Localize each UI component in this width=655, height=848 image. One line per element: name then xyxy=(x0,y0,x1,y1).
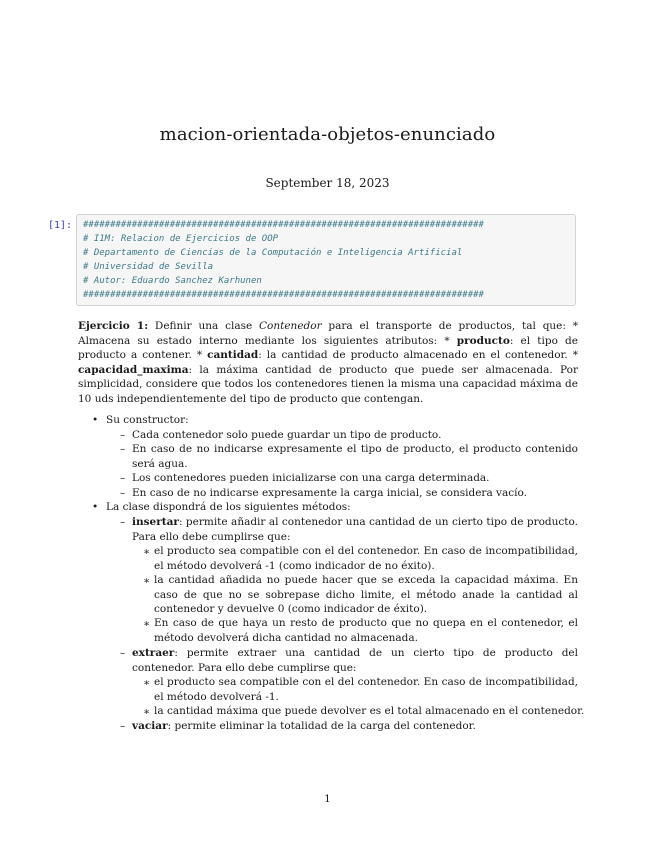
star-marker: ∗ xyxy=(143,677,151,689)
list-item: En caso de no indicarse expresamente el tipo de producto, el producto contenido será agua. xyxy=(132,443,578,470)
star-marker: ∗ xyxy=(143,546,151,558)
exercise-intro: Definir una clase xyxy=(148,320,259,332)
code-cell xyxy=(76,214,576,306)
exercise-intro: para el transporte de productos, tal que: * Almacena su estado interno mediante los siguientes atributos: * xyxy=(78,320,578,347)
list-item: En caso de que haya un resto de producto que no quepa en el contenedor, el método devolverá dicha cantidad no almacenada. xyxy=(154,617,578,644)
list-item-constructor: Su constructor: xyxy=(106,414,189,426)
code-line: # I1M: Relacion de Ejercicios de OOP xyxy=(83,234,279,244)
dash-marker: – xyxy=(120,516,126,528)
list-item: En caso de no indicarse expresamente la carga inicial, se considera vacío. xyxy=(132,487,527,499)
exercise-label: Ejercicio 1: xyxy=(78,320,149,332)
bullet-marker: • xyxy=(92,414,99,426)
document-title: macion-orientada-objetos-enunciado xyxy=(159,124,496,145)
attribute-desc: : el tipo de producto a contener. * xyxy=(78,334,578,361)
dash-marker: – xyxy=(120,443,126,455)
method-vaciar xyxy=(132,719,476,734)
method-name: extraer xyxy=(132,647,175,659)
code-line: # Departamento de Ciencias de la Computación e Inteligencia Artificial xyxy=(83,248,463,258)
dash-marker: – xyxy=(120,647,126,659)
list-item: la cantidad máxima que puede devolver es el total almacenado en el contenedor. xyxy=(154,705,585,717)
list-item: Cada contenedor solo puede guardar un tipo de producto. xyxy=(132,429,442,441)
attribute-name: capacidad_maxima xyxy=(78,363,189,376)
code-line: # Universidad de Sevilla xyxy=(83,262,214,272)
method-desc: : permite añadir al contenedor una cantidad de un cierto tipo de producto. Para ello debe cumplirse que: xyxy=(132,516,578,543)
list-item: Los contenedores pueden inicializarse con una carga determinada. xyxy=(132,472,490,484)
list-item: el producto sea compatible con el del contenedor. En caso de incompatibilidad, el método devolverá -1 (como indicador de no éxito). xyxy=(154,545,578,572)
list-item: el producto sea compatible con el del contenedor. En caso de incompatibilidad, el método devolverá -1. xyxy=(154,676,578,703)
dash-marker: – xyxy=(120,487,126,499)
code-line: ########################################################################## xyxy=(83,290,484,300)
document-date: September 18, 2023 xyxy=(265,176,390,190)
exercise-paragraph xyxy=(78,319,578,406)
method-name: vaciar xyxy=(132,720,168,732)
method-name: insertar xyxy=(132,516,179,528)
page-number: 1 xyxy=(324,793,331,805)
bullet-marker: • xyxy=(92,501,99,513)
class-name: Contenedor xyxy=(259,320,322,332)
list-item-methods: La clase dispondrá de los siguientes métodos: xyxy=(106,501,351,513)
dash-marker: – xyxy=(120,720,126,732)
cell-prompt: [1]: xyxy=(48,220,73,231)
dash-marker: – xyxy=(120,472,126,484)
method-insertar xyxy=(132,515,578,544)
method-desc: : permite eliminar la totalidad de la carga del contenedor. xyxy=(167,720,476,732)
star-marker: ∗ xyxy=(143,706,151,718)
method-desc: : permite extraer una cantidad de un cierto tipo de producto del contenedor. Para ello debe cumplirse que: xyxy=(132,647,578,674)
attribute-desc: : la cantidad de producto almacenado en el contenedor. * xyxy=(258,349,578,361)
star-marker: ∗ xyxy=(143,618,151,630)
star-marker: ∗ xyxy=(143,575,151,587)
attribute-desc: : la máxima cantidad de producto que puede ser almacenada. Por simplicidad, considere que todos los contenedores tienen la misma una capacidad máxima de 10 uds independientemente del tipo de producto que contengan. xyxy=(78,363,578,405)
method-extraer xyxy=(132,646,578,675)
code-line: ########################################################################## xyxy=(83,220,484,230)
dash-marker: – xyxy=(120,429,126,441)
list-item: la cantidad añadida no puede hacer que se exceda la capacidad máxima. En caso de que no se sobrepase dicho limite, el método anade la cantidad al contenedor y devuelve 0 (como indicador de éxito). xyxy=(154,574,578,615)
code-line: # Autor: Eduardo Sanchez Karhunen xyxy=(83,276,262,286)
attribute-name: cantidad xyxy=(207,349,259,361)
attribute-name: producto xyxy=(456,334,510,347)
